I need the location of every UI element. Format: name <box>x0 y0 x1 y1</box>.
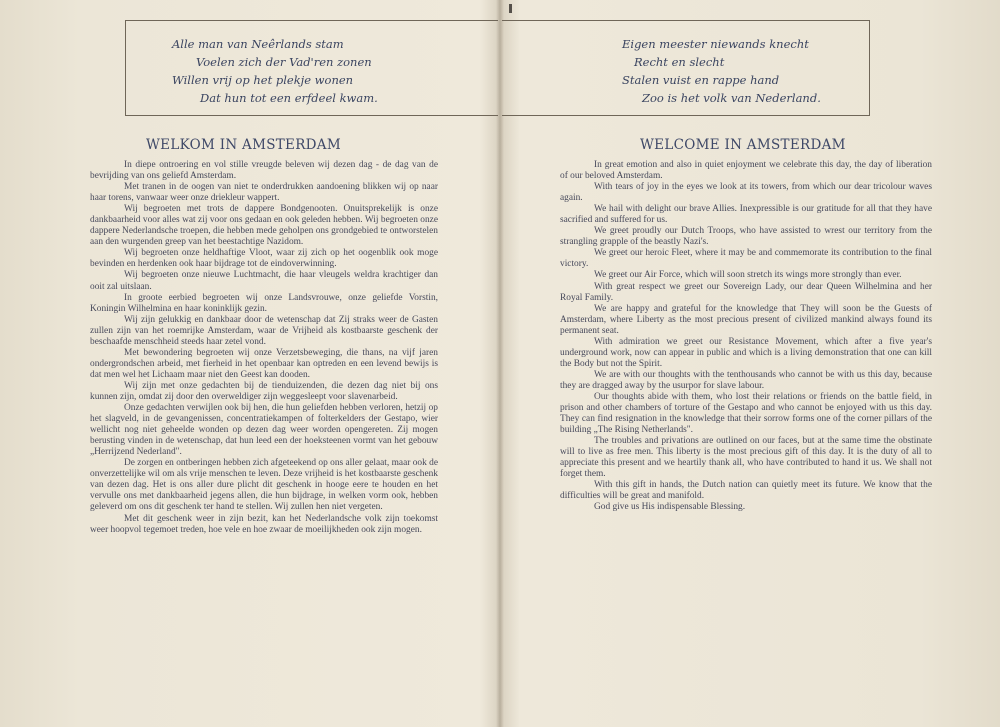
poem-line: Voelen zich der Vad'ren zonen <box>196 55 372 69</box>
paragraph: Onze gedachten verwijlen ook bij hen, die hun geliefden hebben verloren, hetzij op het slagveld, in de gevangenissen, concentratiekampen of folterkelders der Gestapo, wier wellicht nog niet geheelde wonden op dezen dag weer worden opengereten. Zij mogen berusting vinden in de wetenschap, dat hun leed een der hoeksteenen vormt van het gebouw „Herrijzend Nederland". <box>90 403 438 458</box>
paragraph: Wij zijn met onze gedachten bij de tienduizenden, die dezen dag niet bij ons kunnen zijn, omdat zij door den overweldiger zijn weggesleept voor slavenarbeid. <box>90 380 438 402</box>
paragraph: The troubles and privations are outlined on our faces, but at the same time the obstinate will to live as free men. This liberty is the most precious gift of this day. It is the duty of all to appreciate this present and we heartily thank all, who have contributed to hand it us. We shall not forget them. <box>560 436 932 480</box>
paragraph: In great emotion and also in quiet enjoyment we celebrate this day, the day of liberation of our beloved Amsterdam. <box>560 160 932 182</box>
left-poem-box <box>125 20 498 116</box>
paragraph: Wij zijn gelukkig en dankbaar door de wetenschap dat Zij straks weer de Gasten zullen zijn van het roemrijke Amsterdam, waar de Vrijheid als kostbaarste geschenk der beschaafde menschheid steeds haar zetel vond. <box>90 314 438 347</box>
paragraph: We are with our thoughts with the tenthousands who cannot be with us this day, because they are dragged away by the usurpor for slave labour. <box>560 369 932 391</box>
paragraph: Wij begroeten onze heldhaftige Vloot, waar zij zich op het oogenblik ook moge bevinden en herdenken ook haar bijdrage tot de eindoverwinning. <box>90 248 438 270</box>
poem-line: Alle man van Neêrlands stam <box>172 37 344 51</box>
paragraph: With tears of joy in the eyes we look at its towers, from which our dear tricolour waves again. <box>560 182 932 204</box>
poem-line: Zoo is het volk van Nederland. <box>642 91 821 105</box>
poem-line: Eigen meester niewands knecht <box>622 37 809 51</box>
paragraph: We hail with delight our brave Allies. Inexpressible is our gratitude for all that they have sacrified and suffered for us. <box>560 204 932 226</box>
paragraph: With this gift in hands, the Dutch nation can quietly meet its future. We know that the difficulties will be great and manifold. <box>560 480 932 502</box>
paragraph: Met dit geschenk weer in zijn bezit, kan het Nederlandsche volk zijn toekomst weer hoopvol tegemoet treden, hoe vele en hoe zwaar de moeilijkheden ook zijn mogen. <box>90 513 438 535</box>
paragraph: Wij begroeten met trots de dappere Bondgenooten. Onuitsprekelijk is onze dankbaarheid voor alles wat zij voor ons gedaan en ook geleden hebben. Wij begroeten onze dappere Nederlandsche troepen, die hebben mede geholpen ons grondgebied te ontworstelen aan den wurgenden greep van het beestachtige Nazidom. <box>90 204 438 248</box>
left-heading: WELKOM IN AMSTERDAM <box>146 137 341 153</box>
left-body-text <box>90 160 438 536</box>
paragraph: We are happy and grateful for the knowledge that They will soon be the Guests of Amsterdam, where Liberty as the most precious present of civilized mankind always found its permanent seat. <box>560 303 932 336</box>
paragraph: We greet our Air Force, which will soon stretch its wings more strongly than ever. <box>594 270 902 281</box>
paragraph: We greet our heroic Fleet, where it may be and commemorate its contribution to the final victory. <box>560 248 932 270</box>
paragraph: We greet proudly our Dutch Troops, who have assisted to wrest our territory from the strangling grapple of the beastly Nazi's. <box>560 226 932 248</box>
right-page <box>502 0 1000 727</box>
paragraph: Met bewondering begroeten wij onze Verzetsbeweging, die thans, na vijf jaren ondergrondschen arbeid, met fierheid in het openbaar kan optreden en een levend bewijs is dat men wel het Lichaam maar niet den Geest kan dooden. <box>90 347 438 380</box>
paragraph: With admiration we greet our Resistance Movement, which after a five year's underground work, now can appear in public and which is a living demonstration that one can kill the Body but not the Spirit. <box>560 336 932 369</box>
right-body-text <box>560 160 932 514</box>
paragraph: De zorgen en ontberingen hebben zich afgeteekend op ons aller gelaat, maar ook de onverzettelijke wil om als vrije menschen te leven. Deze vrijheid is het kostbaarste geschenk van dezen dag. Het is ons aller dure plicht dit geschenk in hooge eere te houden en het vervulle ons met dankbaarheid jegens allen, die hun bijdrage, in welken vorm ook, hebben geleverd om ons dit geschenk ter hand te stellen. Wij zullen hen niet vergeten. <box>90 458 438 513</box>
poem-line: Recht en slecht <box>634 55 725 69</box>
left-page <box>0 0 498 727</box>
paragraph: In diepe ontroering en vol stille vreugde beleven wij dezen dag - de dag van de bevrijding van ons geliefd Amsterdam. <box>90 160 438 182</box>
paragraph: Our thoughts abide with them, who lost their relations or friends on the battle field, in prison and other chambers of torture of the Gestapo and who cannot be enjoyed with us this day. They can find resignation in the knowledge that their sorrow forms one of the corner pillars of the building „The Rising Netherlands". <box>560 391 932 436</box>
paragraph: Wij begroeten onze nieuwe Luchtmacht, die haar vleugels weldra krachtiger dan ooit zal uitslaan. <box>90 270 438 292</box>
right-heading: WELCOME IN AMSTERDAM <box>640 137 846 153</box>
paragraph: Met tranen in de oogen van niet te onderdrukken aandoening blikken wij op naar haar torens, vanwaar weer onze driekleur wappert. <box>90 182 438 204</box>
poem-line: Stalen vuist en rappe hand <box>622 73 780 87</box>
paragraph: In groote eerbied begroeten wij onze Landsvrouwe, onze geliefde Vorstin, Koningin Wilhelmina en haar koninklijk gezin. <box>90 292 438 314</box>
paragraph: God give us His indispensable Blessing. <box>594 502 746 513</box>
poem-line: Dat hun tot een erfdeel kwam. <box>200 91 378 105</box>
paragraph: With great respect we greet our Sovereign Lady, our dear Queen Wilhelmina and her Royal Family. <box>560 281 932 303</box>
right-poem-box <box>502 20 870 116</box>
poem-line: Willen vrij op het plekje wonen <box>172 73 354 87</box>
